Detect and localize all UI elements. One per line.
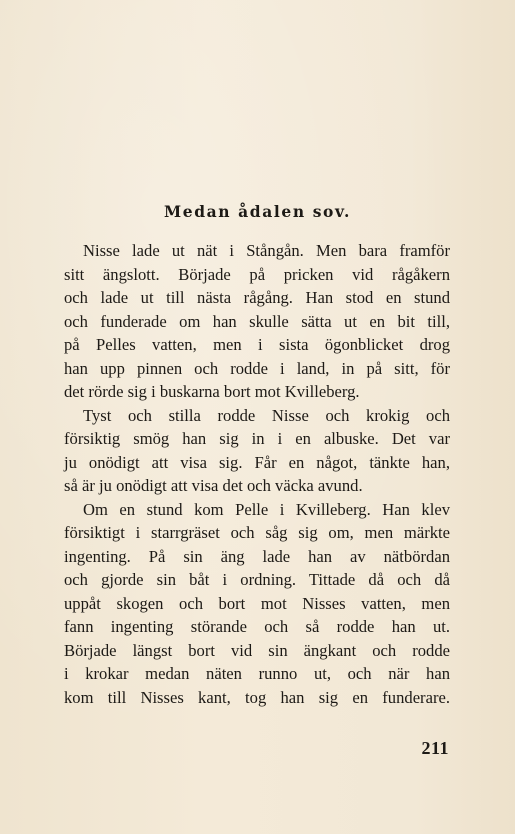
text-line: försiktig smög han sig in i en albuske. Det var: [64, 429, 450, 448]
text-line: Nisse lade ut nät i Stångån. Men bara framför: [83, 241, 450, 260]
text-line: och funderade om han skulle sätta ut en bit till,: [64, 311, 450, 331]
text-line: och gjorde sin båt i ordning. Tittade då och då: [64, 570, 450, 589]
text-line: Tyst och stilla rodde Nisse och krokig och: [83, 405, 450, 425]
text-line: och lade ut till nästa rågång. Han stod en stund: [64, 288, 450, 307]
text-line: Om en stund kom Pelle i Kvilleberg. Han klev: [83, 499, 450, 519]
text-line: uppåt skogen och bort mot Nisses vatten, men: [64, 593, 450, 613]
text-line: sitt ängslott. Började på pricken vid rågåkern: [64, 264, 450, 284]
text-line: ingenting. På sin äng lade han av nätbördan: [64, 546, 450, 566]
body-text: [64, 239, 450, 709]
text-line: försiktigt i starrgräset och såg sig om, men märkte: [64, 523, 450, 542]
text-line: i krokar medan näten runno ut, och när han: [64, 664, 450, 683]
text-line: han upp pinnen och rodde i land, in på sitt, för: [64, 358, 450, 378]
text-line: ju onödigt att visa sig. Får en något, tänkte han,: [64, 452, 450, 472]
text-line: så är ju onödigt att visa det och väcka avund.: [64, 476, 363, 495]
text-line: på Pelles vatten, men i sista ögonblicket drog: [64, 335, 450, 354]
text-line: Började längst bort vid sin ängkant och rodde: [64, 640, 450, 660]
page-number: 211: [421, 738, 449, 758]
text-line: kom till Nisses kant, tog han sig en funderare.: [64, 687, 450, 707]
chapter-title: Medan ådalen sov.: [163, 202, 351, 221]
text-line: fann ingenting störande och så rodde han ut.: [64, 617, 450, 636]
text-line: det rörde sig i buskarna bort mot Kvilleberg.: [64, 382, 360, 401]
